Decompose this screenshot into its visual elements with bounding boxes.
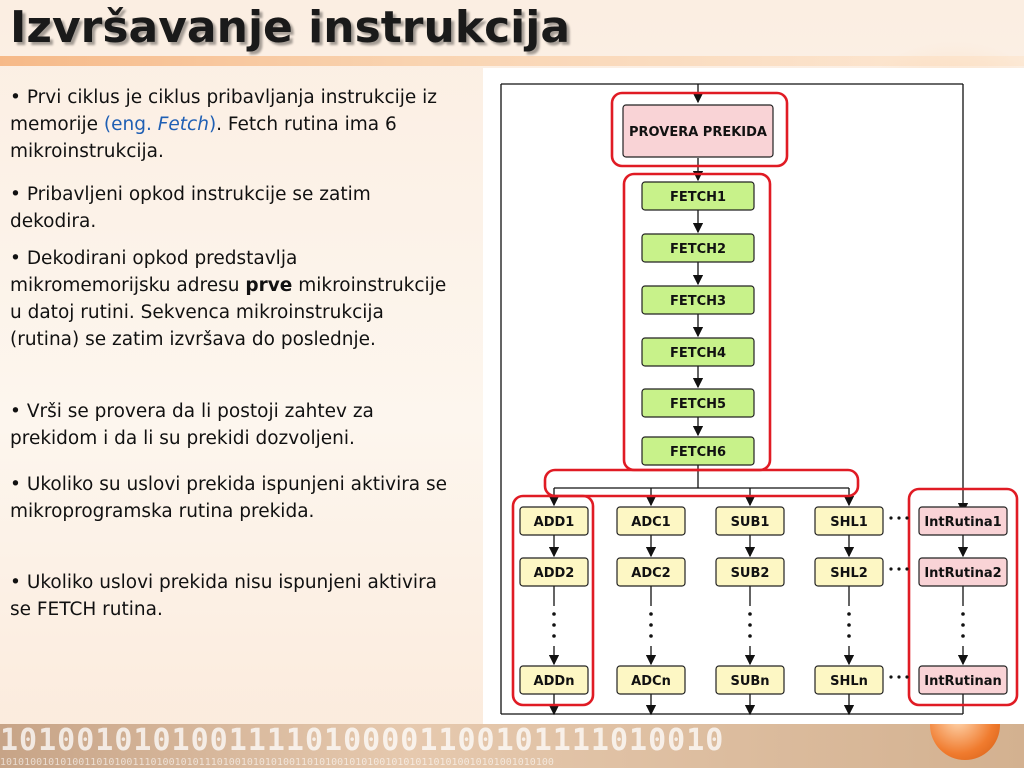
bullet-glyph: • <box>10 248 21 269</box>
routine-node-adc2 <box>617 558 685 586</box>
routine-node-shln-label: SHLn <box>830 674 868 689</box>
bullet-eng-close: ) <box>208 114 217 135</box>
routine-node-sub1 <box>716 507 784 535</box>
bullet-text: Vrši se provera da li postoji zahtev za prekidom i da li su prekidi dozvoljeni. <box>10 401 374 449</box>
routine-node-shl2 <box>815 558 883 586</box>
provera-prekida-node-label: PROVERA PREKIDA <box>629 125 767 140</box>
routine-node-add1-label: ADD1 <box>533 515 575 530</box>
bullet-text: Ukoliko su uslovi prekida ispunjeni aktivira se mikroprogramska rutina prekida. <box>10 474 448 522</box>
slide-title: Izvršavanje instrukcija <box>10 2 571 53</box>
horizontal-ellipsis-dot <box>889 675 892 678</box>
routine-node-sub2 <box>716 558 784 586</box>
fetch-node-2 <box>642 234 754 262</box>
routine-node-adc1-label: ADC1 <box>631 515 671 530</box>
bullet-glyph: • <box>10 474 21 495</box>
vertical-ellipsis-dot <box>649 623 653 627</box>
interrupt-node-second <box>919 558 1007 586</box>
interrupt-node-first-label: IntRutina1 <box>924 515 1002 530</box>
bullet-fetch-term: Fetch <box>157 114 209 135</box>
bullet-interrupt-check <box>10 398 450 452</box>
horizontal-ellipsis-dot <box>889 516 892 519</box>
bullet-fetch-cycle <box>10 84 450 165</box>
vertical-ellipsis-dot <box>552 623 556 627</box>
vertical-ellipsis-dot <box>847 634 851 638</box>
bullet-glyph: • <box>10 87 21 108</box>
bullet-text: Prvi ciklus je ciklus pribavljanja instrukcije iz memorije <box>10 87 438 135</box>
horizontal-ellipsis-dot <box>905 516 908 519</box>
title-underline-band <box>0 56 1024 66</box>
routine-node-shl2-label: SHL2 <box>830 566 868 581</box>
routine-node-addn-label: ADDn <box>533 674 575 689</box>
bullet-bold-term: prve <box>245 275 293 296</box>
binary-decoration: 10100101010011110100001100101111010010 <box>0 726 725 758</box>
routine-node-sub1-label: SUB1 <box>730 515 770 530</box>
fetch-node-1-label: FETCH1 <box>669 190 727 205</box>
bullet-interrupt-yes <box>10 471 450 525</box>
flow-diagram-svg <box>483 68 1024 724</box>
fetch-node-4 <box>642 338 754 366</box>
routine-node-add1 <box>520 507 588 535</box>
interrupt-node-second-label: IntRutina2 <box>924 566 1002 581</box>
vertical-ellipsis-dot <box>748 634 752 638</box>
fetch-node-4-label: FETCH4 <box>669 346 727 361</box>
interrupt-node-first <box>919 507 1007 535</box>
routine-node-sub2-label: SUB2 <box>730 566 770 581</box>
fetch-node-6-label: FETCH6 <box>669 445 727 460</box>
bullet-eng-open: (eng. <box>103 114 158 135</box>
vertical-ellipsis-dot <box>552 634 556 638</box>
bullet-text: Ukoliko uslovi prekida nisu ispunjeni aktivira se FETCH rutina. <box>10 572 438 620</box>
bullet-opcode-address <box>10 245 450 353</box>
fetch-node-6 <box>642 437 754 465</box>
fetch-node-1 <box>642 182 754 210</box>
routine-node-add2-label: ADD2 <box>533 566 575 581</box>
fetch-node-3 <box>642 286 754 314</box>
vertical-ellipsis-dot <box>649 634 653 638</box>
horizontal-ellipsis-dot <box>905 567 908 570</box>
bullet-interrupt-no <box>10 569 450 623</box>
vertical-ellipsis-dot <box>552 612 556 616</box>
vertical-ellipsis-dot <box>961 634 965 638</box>
fetch-node-5 <box>642 389 754 417</box>
routine-node-subn <box>716 666 784 694</box>
vertical-ellipsis-dot <box>847 623 851 627</box>
horizontal-ellipsis-dot <box>889 567 892 570</box>
bullet-glyph: • <box>10 401 21 422</box>
routine-node-shl1-label: SHL1 <box>830 515 868 530</box>
vertical-ellipsis-dot <box>748 612 752 616</box>
binary-decoration-small: 10101001010100110101001110100101011101001010101001101010010101001010101101010010101001010100 <box>0 757 554 768</box>
bullet-decode <box>10 181 450 235</box>
interrupt-node-last-label: IntRutinan <box>924 674 1002 689</box>
microprogram-flow-diagram <box>483 68 1024 724</box>
horizontal-ellipsis-dot <box>897 516 900 519</box>
fetch-node-3-label: FETCH3 <box>669 294 727 309</box>
bullet-text: . Fetch rutina ima 6 mikroinstrukcija. <box>10 114 397 162</box>
provera-prekida-node <box>623 105 773 157</box>
routine-node-addn <box>520 666 588 694</box>
vertical-ellipsis-dot <box>748 623 752 627</box>
highlight-dispatch <box>545 470 858 496</box>
routine-node-subn-label: SUBn <box>730 674 770 689</box>
routine-node-adcn <box>617 666 685 694</box>
fetch-node-5-label: FETCH5 <box>669 397 727 412</box>
bullet-glyph: • <box>10 572 21 593</box>
interrupt-node-last <box>919 666 1007 694</box>
horizontal-ellipsis-dot <box>897 675 900 678</box>
vertical-ellipsis-dot <box>961 623 965 627</box>
routine-node-adc1 <box>617 507 685 535</box>
horizontal-ellipsis-dot <box>905 675 908 678</box>
bullet-text: Pribavljeni opkod instrukcije se zatim dekodira. <box>10 184 371 232</box>
routine-node-adcn-label: ADCn <box>631 674 671 689</box>
horizontal-ellipsis-dot <box>897 567 900 570</box>
routine-node-shln <box>815 666 883 694</box>
fetch-node-2-label: FETCH2 <box>669 242 727 257</box>
vertical-ellipsis-dot <box>649 612 653 616</box>
vertical-ellipsis-dot <box>847 612 851 616</box>
highlight-fetch-group <box>624 174 770 470</box>
routine-node-shl1 <box>815 507 883 535</box>
vertical-ellipsis-dot <box>961 612 965 616</box>
routine-node-add2 <box>520 558 588 586</box>
routine-node-adc2-label: ADC2 <box>631 566 671 581</box>
bullet-text: mikroinstrukcije u datoj rutini. Sekvenca mikroinstrukcija (rutina) se zatim izvršava do poslednje. <box>10 275 447 350</box>
bullet-glyph: • <box>10 184 21 205</box>
bullet-text: Dekodirani opkod predstavlja mikromemorijsku adresu <box>10 248 298 296</box>
